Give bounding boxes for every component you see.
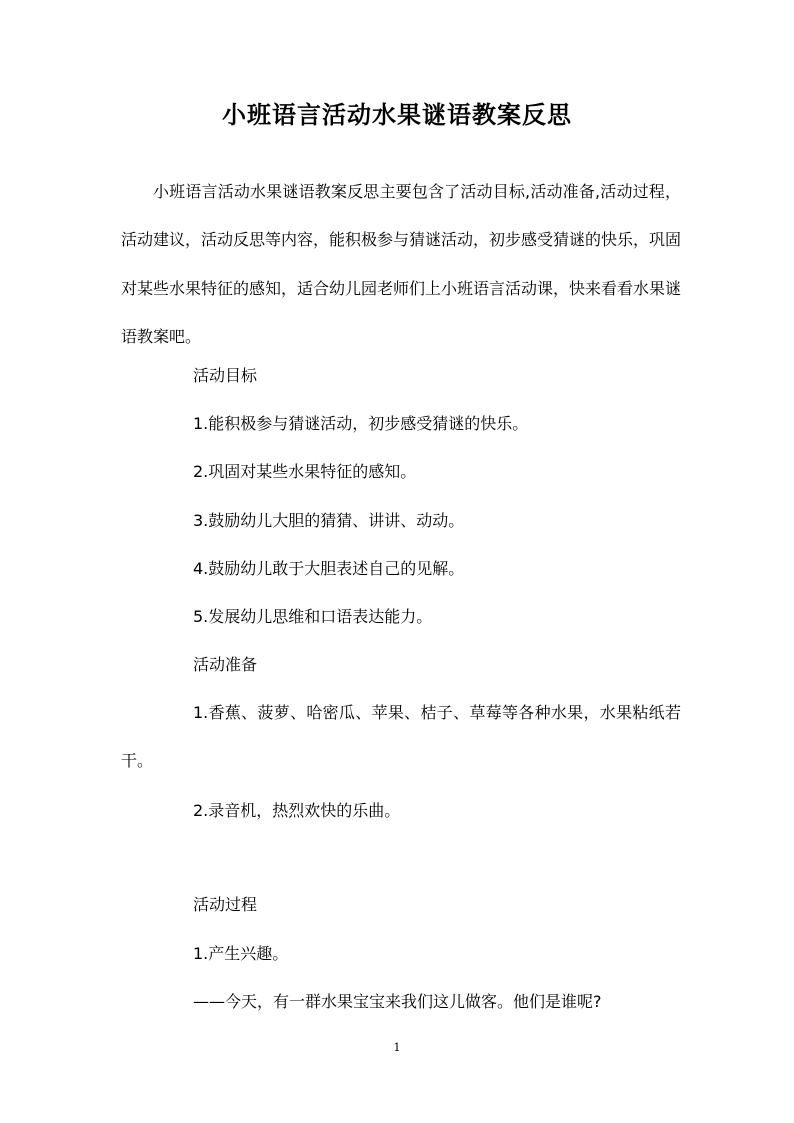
section-heading-process: 活动过程 xyxy=(193,895,258,914)
section-heading-prep: 活动准备 xyxy=(193,655,258,674)
goal-item: 5.发展幼儿思维和口语表达能力。 xyxy=(193,607,433,626)
goal-item: 2.巩固对某些水果特征的感知。 xyxy=(193,462,417,481)
section-heading-goals: 活动目标 xyxy=(193,366,258,385)
prep-item: 1.香蕉、菠萝、哈密瓜、苹果、桔子、草莓等各种水果，水果粘纸若干。 xyxy=(121,703,681,771)
page-number: 1 xyxy=(393,1041,401,1054)
document-title: 小班语言活动水果谜语教案反思 xyxy=(222,100,572,129)
intro-paragraph: 小班语言活动水果谜语教案反思主要包含了活动目标,活动准备,活动过程，活动建议，活动反思等内容，能积极参与猜谜活动，初步感受猜谜的快乐，巩固对某些水果特征的感知，适合幼儿园老师们上小班语言活动课，快来看看水果谜语教案吧。 xyxy=(121,182,682,346)
prep-item: 2.录音机，热烈欢快的乐曲。 xyxy=(193,801,401,820)
process-item: 1.产生兴趣。 xyxy=(193,944,289,963)
goal-item: 4.鼓励幼儿敢于大胆表述自己的见解。 xyxy=(193,559,465,578)
goal-item: 3.鼓励幼儿大胆的猜猜、讲讲、动动。 xyxy=(193,511,465,530)
process-item: ——今天，有一群水果宝宝来我们这儿做客。他们是谁呢? xyxy=(193,992,602,1011)
goal-item: 1.能积极参与猜谜活动，初步感受猜谜的快乐。 xyxy=(193,414,529,433)
